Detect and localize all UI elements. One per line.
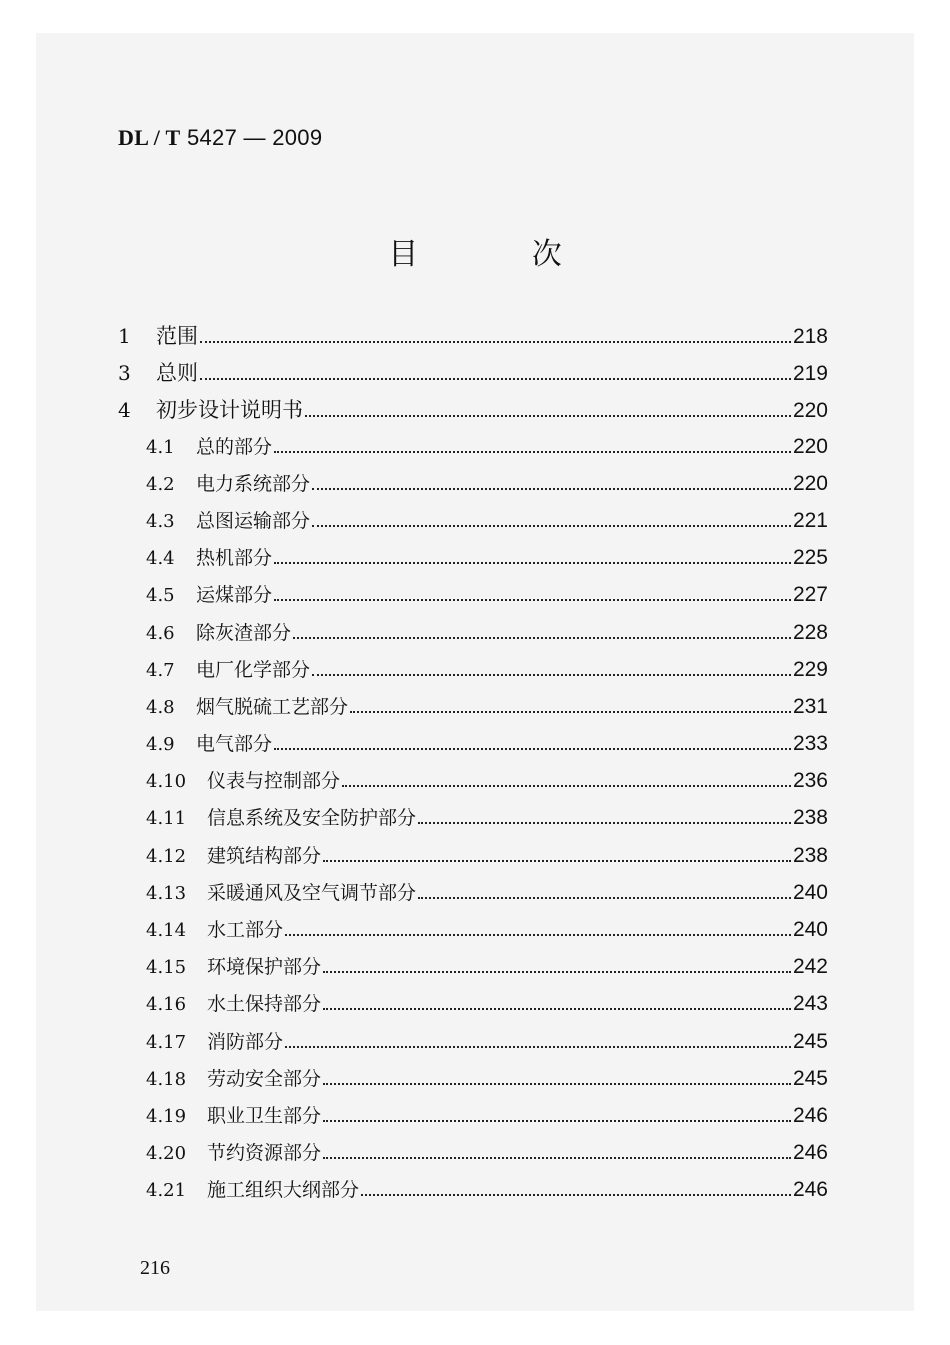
toc-dot-leader — [305, 415, 791, 417]
toc-entry — [118, 580, 828, 617]
toc-entry-page: 229 — [792, 657, 828, 681]
toc-entry-page: 246 — [792, 1178, 828, 1202]
toc-entry-title: 总则 — [156, 361, 198, 386]
toc-dot-leader — [323, 860, 791, 862]
toc-entry-title: 消防部分 — [207, 1030, 284, 1053]
toc-dot-leader — [312, 674, 791, 676]
toc-dot-leader — [418, 897, 791, 899]
toc-entry-number: 4.8 — [146, 696, 175, 718]
toc-entry — [118, 432, 828, 469]
toc-entry-page: 220 — [792, 471, 828, 495]
toc-entry-title: 信息系统及安全防护部分 — [207, 807, 417, 830]
page-title: 目 次 — [388, 237, 614, 272]
toc-entry — [118, 1064, 828, 1101]
toc-entry-page: 245 — [792, 1066, 828, 1090]
toc-entry-number: 4.3 — [146, 510, 175, 532]
toc-entry-number: 4.18 — [146, 1068, 187, 1090]
toc-dot-leader — [323, 971, 791, 973]
toc-entry — [118, 357, 828, 394]
toc-entry-title: 建筑结构部分 — [207, 844, 322, 867]
toc-entry-title: 水土保持部分 — [207, 993, 322, 1016]
toc-dot-leader — [274, 451, 791, 453]
toc-entry — [118, 506, 828, 543]
toc-entry-title: 电气部分 — [196, 733, 273, 756]
toc-entry-number: 4.14 — [146, 920, 187, 941]
toc-entry-title: 电厂化学部分 — [196, 658, 311, 681]
toc-entry-number: 4.19 — [146, 1105, 187, 1127]
toc-entry-number: 4.6 — [146, 622, 175, 644]
toc-entry-title: 范围 — [156, 324, 198, 348]
toc-entry-title: 除灰渣部分 — [196, 621, 292, 644]
toc-entry-page: 245 — [792, 1029, 828, 1053]
toc-dot-leader — [312, 488, 791, 490]
toc-entry-page: 225 — [792, 546, 828, 570]
toc-entry — [118, 1175, 828, 1212]
toc-entry — [118, 692, 828, 729]
toc-entry — [118, 469, 828, 506]
toc-entry-number: 4.21 — [146, 1180, 187, 1202]
toc-entry-number: 4.2 — [146, 473, 175, 495]
toc-entry — [118, 989, 828, 1026]
toc-entry-number: 4.7 — [146, 659, 175, 681]
toc-entry-title: 采暖通风及空气调节部分 — [207, 881, 417, 904]
page-number: 216 — [140, 1257, 170, 1279]
toc-dot-leader — [361, 1194, 791, 1196]
toc-dot-leader — [274, 562, 791, 564]
toc-entry — [118, 766, 828, 803]
toc-entry-number: 4.13 — [146, 882, 187, 904]
toc-entry — [118, 841, 828, 878]
toc-entry-title: 热机部分 — [196, 547, 273, 570]
toc-entry-number: 4.9 — [146, 734, 175, 756]
toc-dot-leader — [285, 934, 791, 936]
toc-entry-page: 242 — [792, 955, 828, 979]
toc-entry-page: 233 — [792, 732, 828, 756]
table-of-contents — [118, 320, 828, 1213]
toc-entry — [118, 1101, 828, 1138]
toc-dot-leader — [323, 1083, 791, 1085]
toc-dot-leader — [323, 1008, 791, 1010]
toc-entry-title: 烟气脱硫工艺部分 — [196, 695, 349, 718]
toc-entry — [118, 952, 828, 989]
toc-entry-number: 4.16 — [146, 994, 187, 1016]
toc-entry — [118, 878, 828, 915]
toc-dot-leader — [418, 822, 791, 824]
toc-entry-title: 节约资源部分 — [207, 1142, 322, 1165]
toc-entry-number: 4.12 — [146, 845, 187, 867]
toc-entry-title: 环境保护部分 — [207, 956, 322, 979]
toc-entry — [118, 1027, 828, 1064]
standard-number: 5427 — 2009 — [180, 125, 323, 150]
toc-entry — [118, 543, 828, 580]
toc-entry-number: 4.11 — [146, 808, 187, 830]
toc-entry-page: 238 — [792, 806, 828, 830]
toc-entry-page: 221 — [792, 508, 828, 532]
toc-entry-page: 228 — [792, 620, 828, 644]
toc-entry-number: 4.10 — [146, 771, 187, 793]
toc-entry-page: 243 — [792, 992, 828, 1016]
toc-entry-number: 4.5 — [146, 585, 175, 607]
toc-entry-number: 4.15 — [146, 957, 187, 979]
toc-entry-number: 4.20 — [146, 1143, 187, 1165]
toc-entry-title: 仪表与控制部分 — [207, 770, 341, 793]
toc-entry-page: 219 — [792, 362, 828, 386]
toc-entry-page: 227 — [792, 583, 828, 607]
toc-dot-leader — [323, 1157, 791, 1159]
toc-entry-number: 4.4 — [146, 548, 175, 570]
toc-entry-title: 职业卫生部分 — [207, 1104, 322, 1127]
toc-entry-title: 水工部分 — [207, 919, 284, 941]
toc-entry-title: 总的部分 — [196, 435, 273, 458]
toc-entry-title: 运煤部分 — [196, 584, 273, 607]
toc-dot-leader — [274, 748, 791, 750]
toc-entry — [118, 618, 828, 655]
toc-entry-title: 施工组织大纲部分 — [207, 1179, 360, 1202]
toc-entry-page: 236 — [792, 769, 828, 793]
toc-entry-page: 240 — [792, 918, 828, 941]
toc-entry-title: 电力系统部分 — [196, 472, 311, 495]
toc-entry-number: 3 — [118, 361, 131, 386]
standard-prefix: DL / T — [118, 125, 181, 150]
toc-dot-leader — [350, 711, 791, 713]
toc-dot-leader — [200, 378, 791, 380]
toc-entry-page: 240 — [792, 880, 828, 904]
toc-entry-page: 246 — [792, 1141, 828, 1165]
toc-entry-page: 238 — [792, 843, 828, 867]
toc-entry-number: 4 — [118, 398, 131, 423]
toc-entry — [118, 915, 828, 952]
toc-entry-page: 220 — [792, 434, 828, 458]
toc-dot-leader — [323, 1120, 791, 1122]
toc-entry-title: 总图运输部分 — [196, 509, 311, 532]
toc-entry — [118, 394, 828, 431]
toc-entry-title: 劳动安全部分 — [207, 1067, 322, 1090]
toc-dot-leader — [200, 341, 791, 343]
document-page — [36, 33, 914, 1311]
toc-dot-leader — [274, 599, 791, 601]
toc-dot-leader — [312, 525, 791, 527]
toc-entry-number: 1 — [118, 324, 131, 348]
toc-entry-title: 初步设计说明书 — [156, 398, 303, 423]
toc-entry-page: 220 — [792, 399, 828, 423]
toc-entry-number: 4.17 — [146, 1031, 187, 1053]
toc-dot-leader — [285, 1046, 791, 1048]
toc-dot-leader — [342, 785, 791, 787]
toc-dot-leader — [293, 637, 791, 639]
toc-entry — [118, 729, 828, 766]
toc-entry — [118, 1138, 828, 1175]
standard-header — [118, 125, 322, 151]
toc-entry-page: 246 — [792, 1103, 828, 1127]
toc-entry — [118, 320, 828, 357]
toc-entry-page: 231 — [792, 694, 828, 718]
toc-entry-page: 218 — [792, 325, 828, 348]
toc-entry — [118, 803, 828, 840]
toc-entry — [118, 655, 828, 692]
toc-entry-number: 4.1 — [146, 436, 175, 458]
